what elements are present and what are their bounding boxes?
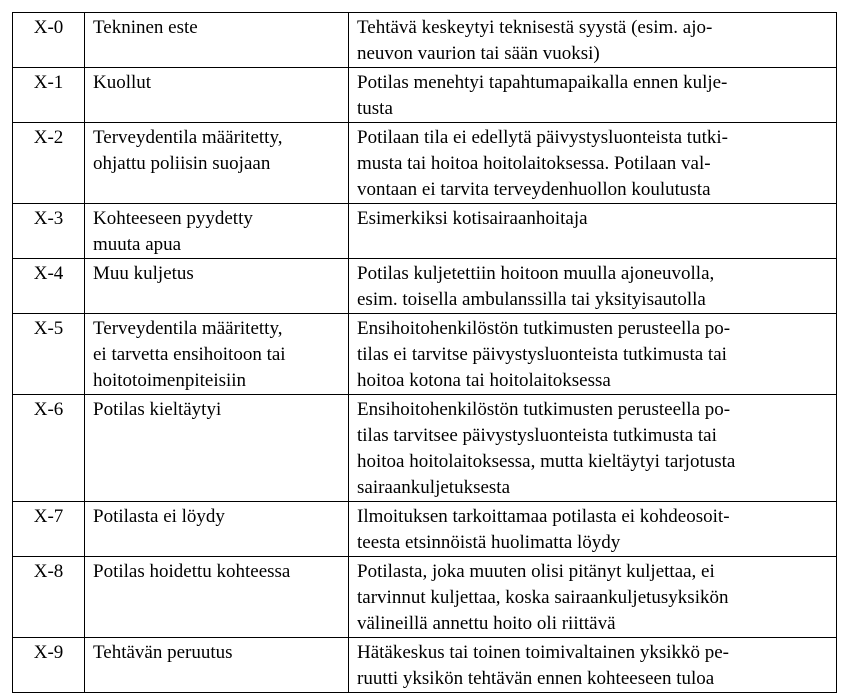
description-cell: Ilmoituksen tarkoittamaa potilasta ei kohdeosoit- teesta etsinnöistä huolimatta löydy bbox=[349, 502, 837, 557]
code-cell: X-0 bbox=[13, 13, 85, 68]
table-row bbox=[13, 638, 837, 693]
description-cell: Ensihoitohenkilöstön tutkimusten perusteella po- tilas tarvitsee päivystysluonteista tutkimusta tai hoitoa hoitolaitoksessa, mutta kieltäytyi tarjotusta sairaankuljetuksesta bbox=[349, 395, 837, 502]
name-cell: Muu kuljetus bbox=[85, 259, 349, 314]
name-cell: Potilas hoidettu kohteessa bbox=[85, 557, 349, 638]
name-cell: Terveydentila määritetty, ohjattu poliisin suojaan bbox=[85, 123, 349, 204]
code-cell: X-6 bbox=[13, 395, 85, 502]
table-row bbox=[13, 204, 837, 259]
x-code-table bbox=[12, 12, 837, 693]
name-cell: Tehtävän peruutus bbox=[85, 638, 349, 693]
code-cell: X-3 bbox=[13, 204, 85, 259]
table-row bbox=[13, 502, 837, 557]
code-cell: X-9 bbox=[13, 638, 85, 693]
description-cell: Hätäkeskus tai toinen toimivaltainen yksikkö pe- ruutti yksikön tehtävän ennen kohteeseen tuloa bbox=[349, 638, 837, 693]
name-cell: Potilasta ei löydy bbox=[85, 502, 349, 557]
description-cell: Potilaan tila ei edellytä päivystysluonteista tutki- musta tai hoitoa hoitolaitoksessa. Potilaan val- vontaan ei tarvita terveydenhuollon koulutusta bbox=[349, 123, 837, 204]
description-cell: Tehtävä keskeytyi teknisestä syystä (esim. ajo- neuvon vaurion tai sään vuoksi) bbox=[349, 13, 837, 68]
table-row bbox=[13, 13, 837, 68]
code-cell: X-7 bbox=[13, 502, 85, 557]
table-row bbox=[13, 395, 837, 502]
name-cell: Potilas kieltäytyi bbox=[85, 395, 349, 502]
code-cell: X-8 bbox=[13, 557, 85, 638]
name-cell: Kuollut bbox=[85, 68, 349, 123]
description-cell: Potilasta, joka muuten olisi pitänyt kuljettaa, ei tarvinnut kuljettaa, koska sairaankuljetusyksikön välineillä annettu hoito oli riittävä bbox=[349, 557, 837, 638]
table-row bbox=[13, 314, 837, 395]
description-cell: Potilas kuljetettiin hoitoon muulla ajoneuvolla, esim. toisella ambulanssilla tai yksityisautolla bbox=[349, 259, 837, 314]
table-row bbox=[13, 68, 837, 123]
name-cell: Terveydentila määritetty, ei tarvetta ensihoitoon tai hoitotoimenpiteisiin bbox=[85, 314, 349, 395]
code-cell: X-2 bbox=[13, 123, 85, 204]
code-cell: X-4 bbox=[13, 259, 85, 314]
code-cell: X-5 bbox=[13, 314, 85, 395]
description-cell: Potilas menehtyi tapahtumapaikalla ennen kulje- tusta bbox=[349, 68, 837, 123]
table-row bbox=[13, 557, 837, 638]
code-cell: X-1 bbox=[13, 68, 85, 123]
description-cell: Ensihoitohenkilöstön tutkimusten perusteella po- tilas ei tarvitse päivystysluonteista tutkimusta tai hoitoa kotona tai hoitolaitoksessa bbox=[349, 314, 837, 395]
table-row bbox=[13, 123, 837, 204]
description-cell: Esimerkiksi kotisairaanhoitaja bbox=[349, 204, 837, 259]
name-cell: Tekninen este bbox=[85, 13, 349, 68]
table-row bbox=[13, 259, 837, 314]
name-cell: Kohteeseen pyydetty muuta apua bbox=[85, 204, 349, 259]
